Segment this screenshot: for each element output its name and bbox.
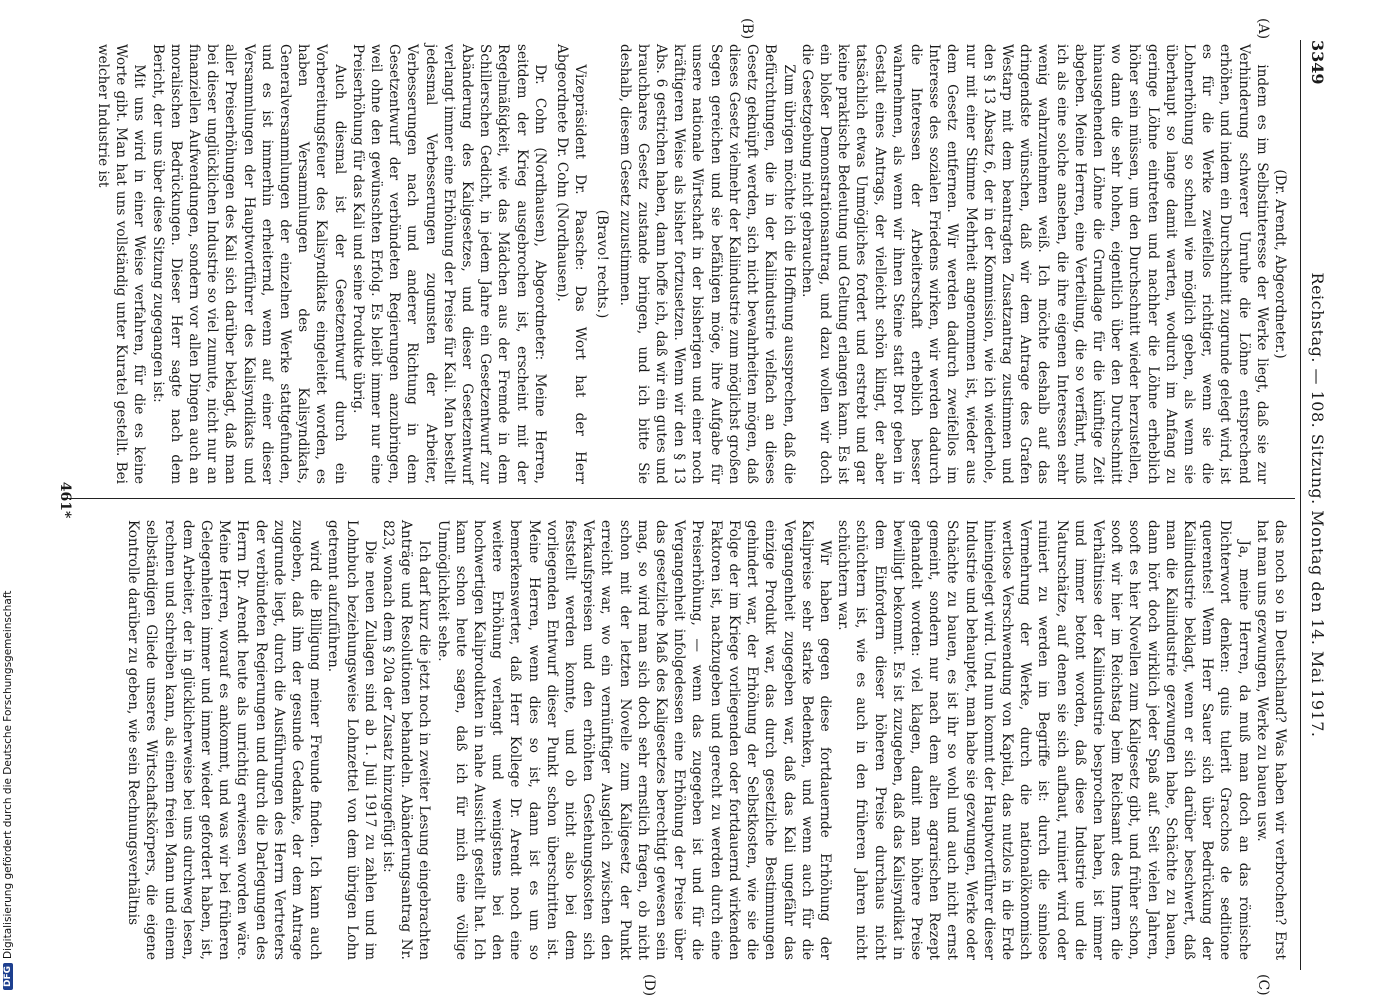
quotation: Die neuen Zulagen sind ab 1. Juli 1917 zu zahlen und im Lohnbuch beziehungsweise Lohnzettel von dem übrigen Lohn getrennt aufzuführen. (325, 520, 378, 960)
page-number: 3349 (1308, 40, 1327, 85)
paragraph: Wir haben gegen diese fortdauernde Erhöhung der Kalipreise sehr starke Bedenken, und wenn auch für die Vergangenheit zugegeben war, daß das Kali ungefähr das einzige Produkt war, das durch gesetzliche Bestimmungen gehindert war, der Erhöhung der Selbstkosten, wie sie die Folge der im Kriege vorliegenden oder fortdauernd wirkenden Faktoren ist, nachzugeben und gerecht zu werden durch eine Preiserhöhung, — wenn das zugegeben ist und für die Vergangenheit infolgedessen eine Erhöhung der Preise über das gesetzliche Maß des Kaligesetzes berechtigt gewesen sein mag, so wird man sich doch sehr ernstlich fragen, ob nicht schon mit der letzten Novelle zum Kaligesetz der Punkt erreicht war, wo ein vernünftiger Ausgleich zwischen den Verkaufspreisen und den erhöhten Gestehungskosten sich feststellt werden konnte, und ob nicht also bei dem vorliegenden Entwurf dieser Punkt schon überschritten ist. Meine Herren, wenn dies so ist, dann ist es um so bemerkenswerter, daß Herr Kollege Dr. Arendt noch eine weitere Erhöhung verlangt und wenigstens bei den hochwertigen Kaliprodukten in nahe Aussicht gestellt hat. Ich kann schon heute sagen, daß ich für mich eine völlige Unmöglichkeit sehe. (434, 520, 833, 960)
paragraph: Zum übrigen möchte ich die Hoffnung aussprechen, daß die Befürchtungen, die in der Kaliindustrie vielfach an dieses Gesetz geknüpft werden, sich nicht bewahrheiten mögen, daß dieses Gesetz vielmehr der Kaliindustrie zum möglichst großen Segen gereichen und sie befähigen möge, ihre Aufgabe für unsere nationale Wirtschaft in der bisherigen und einer noch kräftigeren Weise als bisher fortzusetzen. Wenn wir den § 13 Abs. 6 gestrichen haben, dann hoffe ich, daß wir ein gutes und brauchbares Gesetz zustande bringen, und ich bitte Sie deshalb, diesem Gesetz zuzustimmen. (616, 44, 797, 484)
margin-letter-c: (C) (1255, 974, 1271, 996)
paragraph: Ja, meine Herren, da muß man doch an das römische Dichterwort denken: quis tulerit Gracchos de seditione querentes! Wenn Herr Sauer sich über Bedrückung der Kaliindustrie beklagt, wenn er sich darüber beschwert, daß man die Kaliindustrie gezwungen habe, Schächte zu bauen, dann hört doch wirklich jeder Spaß auf. Seit vielen Jahren, sooft es hier Novellen zum Kaligesetz gibt, und früher schon, sooft wir hier im Reichstag beim Reichsamt des Innern die Verhältnisse der Kaliindustrie besprochen haben, ist immer und immer betont worden, daß diese Industrie und die Naturschätze, auf denen sie sich aufbaut, ruiniert wird oder ruiniert zu werden im Begriffe ist: durch die sinnlose Vermehrung der Werke, durch die nationalökonomisch wertlose Verschwendung von Kapital, das nutzlos in die Erde hineingelegt wird. Und nun kommt der Hauptwortführer dieser Industrie und behauptet, man habe sie gezwungen, Werke oder Schächte zu bauen, es ist ihr so wohl und auch nicht ernst gemeint, sondern nur nach dem alten agrarischen Rezept gehandelt worden: viel klagen, damit man höhere Preise bewilligt bekommt. Es ist zuzugeben, daß das Kalisyndikat in dem Einfordern dieser höheren Preise durchaus nicht schüchtern ist, wie es auch in den früheren Jahren nicht schüchtern war. (835, 520, 1252, 960)
margin-letter-b: (B) (739, 18, 755, 40)
right-column (124, 520, 1289, 960)
paragraph: wird die Billigung meiner Freunde finden. Ich kann auch zugeben, daß ihm der gesunde Gedanke, der dem Antrage zugrunde liegt, durch die Ausführungen des Herrn Vertreters der verbündeten Regierungen und durch die Darlegungen des Herrn Dr. Arendt heute als unrichtig erwiesen worden wäre. Meine Herren, worauf es ankommt, und was wir bei früheren Gelegenheiten immer und immer wieder gefordert haben, ist, dem Arbeiter, der in glücklicherweise bei uns durchweg lesen, rechnen und schreiben kann, als einem freien Mann und einem selbständigen Gliede unseres Wirtschaftskörpers, die eigene Kontrolle darüber zu geben, wie sein Rechnungsverhältnis (125, 520, 324, 960)
page-header (1305, 40, 1335, 970)
running-title: Reichstag. — 108. Sitzung. Montag den 14. Mai 1917. (1308, 272, 1327, 738)
paragraph: das noch so in Deutschland? Was haben wir verbrochen? Erst hat man uns gezwungen, Werke zu bauen usw. (1253, 520, 1288, 960)
credit-text: Digitalisierung gefördert durch die Deutsche Forschungsgemeinschaft (2, 590, 14, 959)
margin-letter-a: (A) (1255, 18, 1271, 40)
dfg-logo: DFG (3, 963, 13, 990)
credit-strip (0, 0, 18, 1000)
header-rule (1300, 40, 1301, 970)
quotation: Mit uns wird in einer Weise verfahren, für die es keine Worte gibt. Man hat uns vollständig unter Kuratel gestellt. Bei welcher Industrie ist (95, 44, 148, 484)
applause-note: (Bravo! rechts.) (594, 209, 611, 319)
signature-mark: 461* (57, 481, 73, 519)
margin-letter-d: (D) (641, 974, 657, 997)
scanned-page (5, 0, 1345, 1000)
paragraph: Auch diesmal ist der Gesetzentwurf durch ein Vorbereitungsfeuer des Kalisyndikats eingeleitet worden, es haben Versammlungen des Kalisyndikats, Generalversammlungen der einzelnen Werke stattgefunden, und es ist immerhin erheiternd, wenn auf einer dieser Versammlungen der Hauptwortführer des Kalisyndikats und aller Preiserhöhungen des Kali sich darüber beklagt, daß man bei dieser unglücklichen Industrie so viel zumute, nicht nur an finanziellen Aufwendungen, sondern vor allen Dingen auch an moralischen Bedrückungen. Dieser Herr sagte nach dem Bericht, der uns über diese Sitzung zugegangen ist: (149, 44, 348, 484)
president-line: Vizepräsident Dr. Paasche: Das Wort hat der Herr Abgeordnete Dr. Cohn (Nordhausen). (554, 44, 589, 484)
paragraph: indem es im Selbstinteresse der Werke liegt, daß sie zur Verhinderung schwerer Unruhe die Löhne entsprechend erhöhen, und indem ein Durchschnitt zugrunde gelegt wird, ist es für die Werke zweifellos richtiger, wenn sie die Lohnerhöhung so schnell wie möglich geben, als wenn sie überhaupt so lange damit warten, wodurch im Anfang zu geringe Löhne eintreten und nachher die Löhne erheblich höher sein müssen, um den Durchschnitt wieder herzustellen, wo dann die sehr hohen, eigentlich über den Durchschnitt hinausgehenden Löhne die Grundlage für die künftige Zeit abgeben. Meine Herren, eine Verteilung, die so verfährt, muß ich als eine solche ansehen, die ihre eigenen Interessen sehr wenig wahrzunehmen weiß. Ich möchte deshalb auf das dringendste wünschen, daß wir dem Antrage des Grafen Westarp mit dem beantragten Zusatzantrag zustimmen und den § 13 Absatz 6, der in der Kommission, wie ich wiederhole, nur mit einer Stimme Mehrheit angenommen ist, wieder aus dem Gesetz entfernen. Wir werden dadurch zweifellos im Interesse des sozialen Friedens wirken, wir werden dadurch die Interessen der Arbeiterschaft erheblich besser wahrnehmen, als wenn wir ihnen Steine statt Brot geben in Gestalt eines Antrags, der vielleicht schön klingt, der aber tatsächlich etwas Unmögliches fordert und erstrebt und gar keine praktische Bedeutung und Geltung erlangen kann. Es ist ein bloßer Demonstrationsantrag, und dazu wollen wir doch die Gesetzgebung nicht gebrauchen. (798, 44, 1270, 484)
column-divider (65, 498, 1295, 499)
paragraph: Dr. Cohn (Nordhausen), Abgeordneter: Meine Herren, seitdem der Krieg ausgebrochen ist, erscheint mit der Regelmäßigkeit, wie das Mädchen aus der Fremde in dem Schillerschen Gedicht, in jedem Jahre ein Gesetzentwurf zur Abänderung des Kaligesetzes, und dieser Gesetzentwurf verlangt immer eine Erhöhung der Preise für Kali. Man bestellt jedesmal Verbesserungen zugunsten der Arbeiter, Verbesserungen nach und anderer Richtung in dem Gesetzentwurf der verbündeten Regierungen anzubringen, weil ohne den gewünschten Erfolg. Es bleibt immer nur eine Preiserhöhung für das Kali und seine Produkte übrig. (349, 44, 548, 484)
credit-text-wrap (2, 591, 14, 990)
speaker-note: (Dr. Arendt, Abgeordneter.) (1272, 169, 1288, 359)
paragraph: Ich darf kurz die jetzt noch in zweiter Lesung eingebrachten Anträge und Resolutionen behandeln. Abänderungsantrag Nr. 823, wonach dem § 20a der Zusatz hinzugefügt ist: (380, 520, 433, 960)
left-column (94, 44, 1289, 484)
